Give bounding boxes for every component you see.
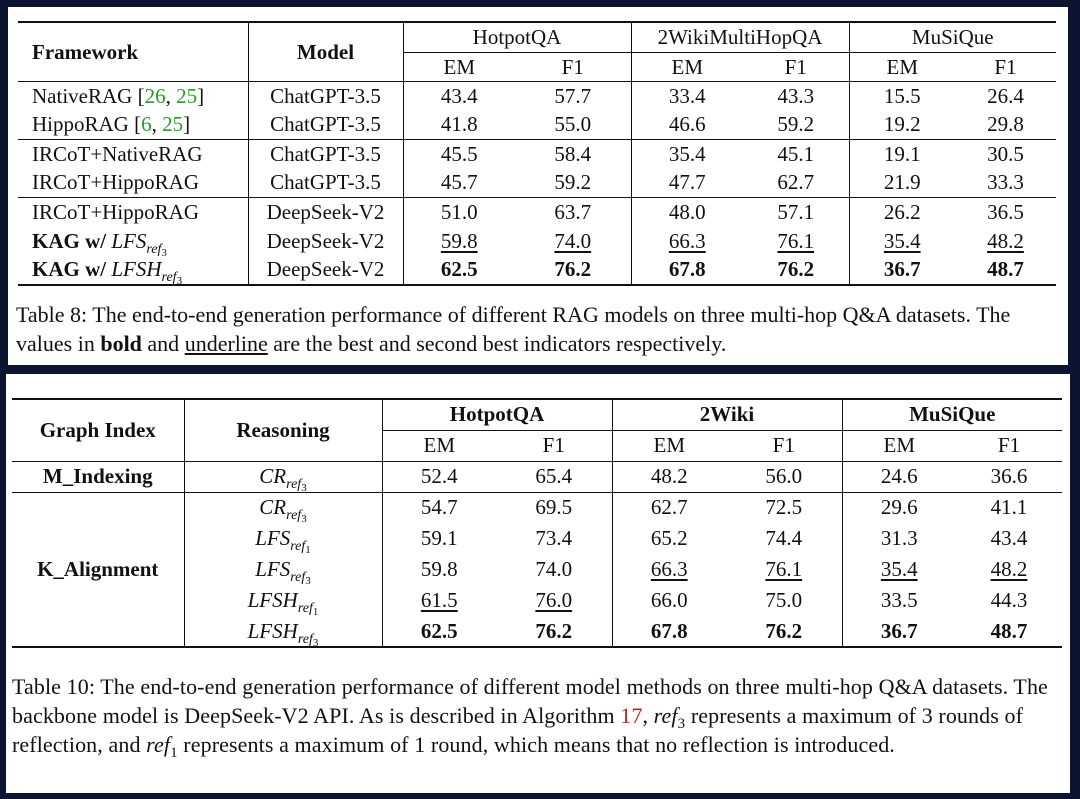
value-cell: 76.2 bbox=[496, 616, 612, 647]
header-f1: F1 bbox=[726, 430, 842, 461]
framework-cell: IRCoT+HippoRAG bbox=[18, 198, 248, 227]
header-f1: F1 bbox=[496, 430, 612, 461]
header-em: EM bbox=[842, 430, 956, 461]
header-2wiki: 2Wiki bbox=[612, 399, 842, 430]
framework-cell: IRCoT+NativeRAG bbox=[18, 140, 248, 169]
value-cell: 48.2 bbox=[987, 228, 1024, 253]
model-cell: DeepSeek-V2 bbox=[248, 198, 403, 227]
value-cell: 74.0 bbox=[515, 227, 631, 256]
table-row bbox=[18, 227, 1056, 256]
model-cell: ChatGPT-3.5 bbox=[248, 169, 403, 198]
value-cell: 67.8 bbox=[631, 256, 743, 285]
value-cell: 24.6 bbox=[842, 461, 956, 492]
value-cell: 62.5 bbox=[382, 616, 496, 647]
value-cell: 33.3 bbox=[987, 170, 1024, 195]
value-cell: 66.3 bbox=[668, 228, 706, 253]
value-cell: 35.4 bbox=[880, 557, 918, 581]
value-cell: 36.7 bbox=[842, 616, 956, 647]
header-musique: MuSiQue bbox=[849, 22, 1056, 53]
table-row bbox=[18, 198, 1056, 227]
value-cell: 21.9 bbox=[883, 170, 921, 195]
header-em: EM bbox=[612, 430, 726, 461]
value-cell: 35.4 bbox=[883, 228, 921, 253]
value-cell: 46.6 bbox=[668, 112, 706, 137]
reasoning-cell: $CR_{ref_3}$ bbox=[184, 461, 382, 492]
header-reasoning: Reasoning bbox=[184, 399, 382, 461]
table-row bbox=[18, 169, 1056, 198]
value-cell: 69.5 bbox=[496, 492, 612, 523]
header-em: EM bbox=[849, 53, 955, 82]
header-graph-index: Graph Index bbox=[12, 399, 184, 461]
model-cell: DeepSeek-V2 bbox=[248, 256, 403, 285]
value-cell: 57.1 bbox=[743, 198, 849, 227]
value-cell: 43.4 bbox=[440, 83, 478, 108]
value-cell: 36.5 bbox=[955, 198, 1056, 227]
table-row bbox=[18, 111, 1056, 140]
framework-cell: IRCoT+HippoRAG bbox=[18, 169, 248, 198]
framework-cell: NativeRAG [26, 25] bbox=[18, 82, 248, 111]
value-cell: 56.0 bbox=[726, 461, 842, 492]
model-cell: DeepSeek-V2 bbox=[248, 227, 403, 256]
citation-link[interactable]: 6 bbox=[141, 112, 152, 137]
header-framework: Framework bbox=[18, 22, 248, 82]
value-cell: 76.2 bbox=[515, 256, 631, 285]
table10-caption: Table 10: The end-to-end generation performance of different model methods on three multi-hop Q&A datasets. The backbone model is DeepSeek-V2 API. As is described in Algorithm 17, ref$_3$ represents a maximum of 3 rounds of reflection, and ref$_1$ represents a maximum of 1 round, which means that no reflection is introduced. bbox=[12, 674, 1048, 761]
value-cell: 26.4 bbox=[987, 83, 1024, 108]
value-cell: 76.2 bbox=[726, 616, 842, 647]
citation-link[interactable]: 25 bbox=[162, 112, 184, 137]
table-row bbox=[18, 140, 1056, 169]
value-cell: 48.2 bbox=[990, 557, 1028, 581]
header-em: EM bbox=[403, 53, 515, 82]
reasoning-cell: $LFS_{ref_1}$ bbox=[184, 523, 382, 554]
table-row bbox=[18, 256, 1056, 285]
reasoning-cell: $CR_{ref_3}$ bbox=[184, 492, 382, 523]
value-cell: 65.2 bbox=[650, 526, 688, 550]
header-f1: F1 bbox=[956, 430, 1062, 461]
value-cell: 58.4 bbox=[515, 140, 631, 169]
table8-caption: Table 8: The end-to-end generation performance of different RAG models on three multi-hop Q&A datasets. The values in bold and underline are the best and second best indicators respectively. bbox=[16, 302, 1011, 356]
framework-cell: HippoRAG [6, 25] bbox=[18, 111, 248, 140]
value-cell: 36.7 bbox=[849, 256, 955, 285]
value-cell: 76.1 bbox=[726, 554, 842, 585]
header-f1: F1 bbox=[743, 53, 849, 82]
value-cell: 29.6 bbox=[880, 495, 918, 520]
header-musique: MuSiQue bbox=[842, 399, 1062, 430]
value-cell: 30.5 bbox=[955, 140, 1056, 169]
value-cell: 35.4 bbox=[631, 140, 743, 169]
value-cell: 19.1 bbox=[849, 140, 955, 169]
header-hotpotqa: HotpotQA bbox=[382, 399, 612, 430]
value-cell: 74.0 bbox=[496, 554, 612, 585]
value-cell: 31.3 bbox=[880, 526, 918, 550]
table-row bbox=[12, 461, 1062, 492]
value-cell: 52.4 bbox=[382, 461, 496, 492]
value-cell: 65.4 bbox=[496, 461, 612, 492]
value-cell: 75.0 bbox=[726, 585, 842, 616]
value-cell: 41.1 bbox=[990, 495, 1028, 520]
value-cell: 45.1 bbox=[743, 140, 849, 169]
value-cell: 48.0 bbox=[631, 198, 743, 227]
value-cell: 62.7 bbox=[743, 169, 849, 198]
value-cell: 59.8 bbox=[420, 557, 458, 581]
header-em: EM bbox=[382, 430, 496, 461]
header-2wikimultihopqa: 2WikiMultiHopQA bbox=[631, 22, 849, 53]
value-cell: 61.5 bbox=[420, 588, 458, 612]
value-cell: 44.3 bbox=[990, 588, 1028, 612]
framework-cell: KAG w/ $LFS_{ref_3}$ bbox=[18, 227, 248, 256]
value-cell: 43.4 bbox=[990, 526, 1028, 550]
value-cell: 67.8 bbox=[612, 616, 726, 647]
value-cell: 19.2 bbox=[883, 112, 921, 137]
table10 bbox=[12, 398, 1062, 648]
table-row bbox=[12, 492, 1062, 523]
value-cell: 47.7 bbox=[668, 170, 706, 195]
table8-panel bbox=[8, 7, 1068, 365]
value-cell: 48.7 bbox=[955, 256, 1056, 285]
value-cell: 55.0 bbox=[515, 111, 631, 140]
value-cell: 62.5 bbox=[403, 256, 515, 285]
header-hotpotqa: HotpotQA bbox=[403, 22, 631, 53]
value-cell: 59.2 bbox=[743, 111, 849, 140]
value-cell: 57.7 bbox=[515, 82, 631, 111]
graph-index-k-alignment: K_Alignment bbox=[12, 492, 184, 647]
algorithm-ref-link[interactable]: 17 bbox=[620, 703, 643, 728]
value-cell: 76.1 bbox=[743, 227, 849, 256]
value-cell: 51.0 bbox=[403, 198, 515, 227]
reasoning-cell: $LFSH_{ref_3}$ bbox=[184, 616, 382, 647]
value-cell: 26.2 bbox=[849, 198, 955, 227]
value-cell: 48.7 bbox=[956, 616, 1062, 647]
header-model: Model bbox=[248, 22, 403, 82]
value-cell: 66.3 bbox=[650, 557, 688, 581]
reasoning-cell: $LFSH_{ref_1}$ bbox=[184, 585, 382, 616]
value-cell: 72.5 bbox=[726, 492, 842, 523]
value-cell: 45.7 bbox=[440, 170, 478, 195]
value-cell: 33.5 bbox=[880, 588, 918, 612]
value-cell: 43.3 bbox=[743, 82, 849, 111]
framework-cell: KAG w/ $LFSH_{ref_3}$ bbox=[18, 256, 248, 285]
model-cell: ChatGPT-3.5 bbox=[248, 111, 403, 140]
header-f1: F1 bbox=[515, 53, 631, 82]
table10-panel bbox=[6, 374, 1070, 793]
graph-index-m-indexing: M_Indexing bbox=[12, 461, 184, 492]
value-cell: 41.8 bbox=[440, 112, 478, 137]
value-cell: 45.5 bbox=[403, 140, 515, 169]
value-cell: 73.4 bbox=[496, 523, 612, 554]
value-cell: 59.8 bbox=[440, 228, 478, 253]
value-cell: 76.0 bbox=[496, 585, 612, 616]
table-row bbox=[18, 82, 1056, 111]
citation-link[interactable]: 25 bbox=[176, 83, 198, 108]
value-cell: 15.5 bbox=[883, 83, 921, 108]
header-em: EM bbox=[631, 53, 743, 82]
model-cell: ChatGPT-3.5 bbox=[248, 140, 403, 169]
value-cell: 63.7 bbox=[515, 198, 631, 227]
value-cell: 76.2 bbox=[743, 256, 849, 285]
value-cell: 33.4 bbox=[668, 83, 706, 108]
citation-link[interactable]: 26 bbox=[144, 83, 166, 108]
value-cell: 62.7 bbox=[650, 495, 688, 520]
reasoning-cell: $LFS_{ref_3}$ bbox=[184, 554, 382, 585]
value-cell: 29.8 bbox=[987, 112, 1024, 137]
value-cell: 59.1 bbox=[420, 526, 458, 550]
model-cell: ChatGPT-3.5 bbox=[248, 82, 403, 111]
value-cell: 54.7 bbox=[420, 495, 458, 520]
value-cell: 36.6 bbox=[956, 461, 1062, 492]
value-cell: 48.2 bbox=[612, 461, 726, 492]
header-f1: F1 bbox=[955, 53, 1056, 82]
value-cell: 59.2 bbox=[515, 169, 631, 198]
value-cell: 74.4 bbox=[726, 523, 842, 554]
value-cell: 66.0 bbox=[650, 588, 688, 612]
table8 bbox=[18, 21, 1056, 286]
